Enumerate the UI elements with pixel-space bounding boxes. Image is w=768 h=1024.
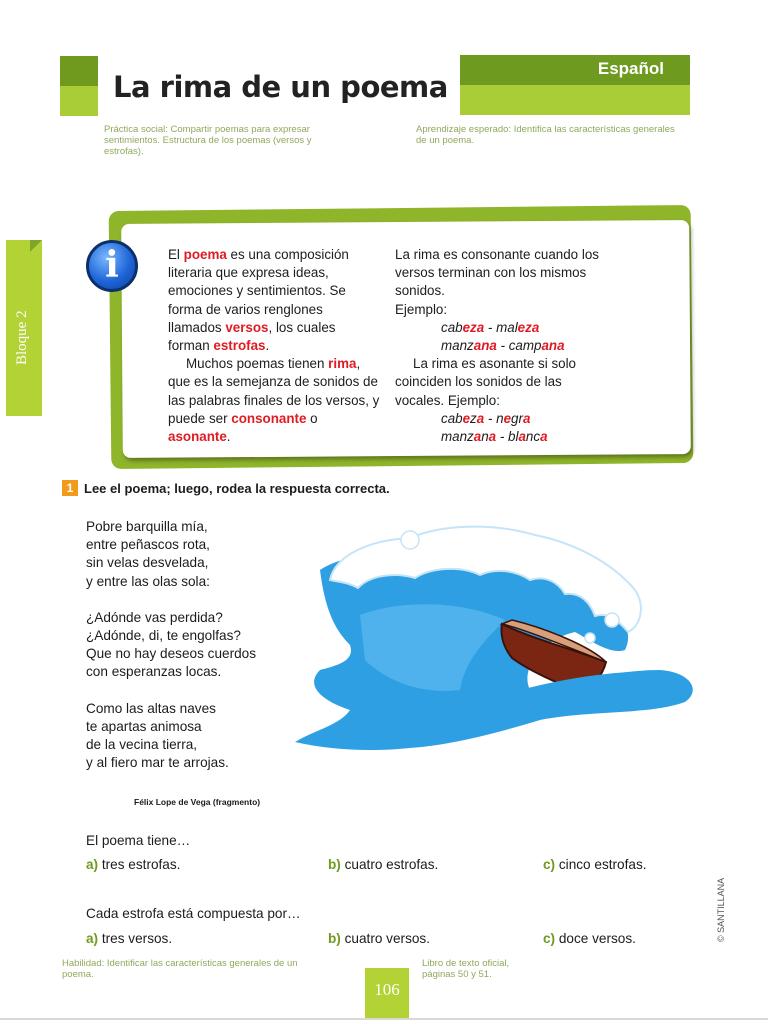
rhyme-highlight: a xyxy=(522,410,531,426)
text-run: cab xyxy=(441,319,463,335)
text-run: Muchos poemas tienen xyxy=(186,356,329,372)
text-run: - xyxy=(496,429,509,445)
rhyme-highlight: a xyxy=(488,429,497,445)
text-run: nc xyxy=(525,429,541,445)
rhyme-highlight: a xyxy=(518,429,526,445)
term-rima: rima xyxy=(328,356,357,372)
option-letter: b) xyxy=(328,857,341,872)
copyright-label: © SANTILLANA xyxy=(716,877,726,942)
asonante-definition: La rima es asonante si solo coinciden los sonidos de las vocales. Ejemplo: xyxy=(395,356,577,408)
option-letter: a) xyxy=(86,857,99,872)
poem-line: de la vecina tierra, xyxy=(86,737,198,753)
rhyme-highlight: a xyxy=(476,410,485,426)
poem xyxy=(86,518,256,790)
poem-line: te apartas animosa xyxy=(86,718,202,734)
poem-line: ¿Adónde vas perdida? xyxy=(86,609,223,625)
text-run: manz xyxy=(441,338,474,354)
text-run: z xyxy=(470,410,477,426)
rhyme-highlight: a xyxy=(540,429,548,445)
ejemplo-label: Ejemplo: xyxy=(395,301,448,317)
exercise-instruction: Lee el poema; luego, rodea la respuesta correcta. xyxy=(84,481,390,496)
example-manzana-blanca xyxy=(395,428,610,446)
subject-banner xyxy=(460,55,690,115)
rhyme-highlight: eza xyxy=(517,319,540,335)
term-estrofas: estrofas xyxy=(213,338,266,354)
text-run: El xyxy=(168,247,184,262)
option-letter: a) xyxy=(86,931,99,946)
option-letter: b) xyxy=(328,931,341,946)
text-run: , los cuales forman xyxy=(168,319,336,354)
consonante-definition: La rima es consonante cuando los versos terminan con los mismos sonidos. xyxy=(395,247,599,299)
text-run: o xyxy=(306,410,318,426)
text-run: . xyxy=(265,338,270,354)
text-run: cab xyxy=(441,410,463,426)
page-title: La rima de un poema xyxy=(113,70,448,104)
q1-option-b[interactable] xyxy=(328,857,438,872)
q2-option-b[interactable] xyxy=(328,931,430,946)
option-text: doce versos. xyxy=(558,931,636,946)
rima-definition xyxy=(168,355,380,446)
example-manzana-campana xyxy=(395,337,610,355)
text-run: - xyxy=(484,319,497,335)
exercise-number-badge: 1 xyxy=(62,480,78,496)
wave-foam-bubble xyxy=(585,633,595,643)
poem-line: Pobre barquilla mía, xyxy=(86,519,208,534)
option-letter: c) xyxy=(543,857,556,872)
wave-foam-bubble xyxy=(605,613,619,627)
page-bottom-divider xyxy=(0,1018,768,1020)
text-run: , que es la semejanza de sonidos de las palabras finales de los versos, y puede ser xyxy=(168,356,380,426)
poem-line: Como las altas naves xyxy=(86,700,216,716)
q2-option-c[interactable] xyxy=(543,931,636,946)
subject-label: Español xyxy=(597,59,664,78)
rhyme-highlight: eza xyxy=(462,319,485,335)
text-run: n xyxy=(481,429,489,445)
option-text: cuatro versos. xyxy=(344,931,430,946)
option-text: tres estrofas. xyxy=(101,857,181,872)
poem-line: y al fiero mar te arrojas. xyxy=(86,755,229,771)
poem-stanza-3 xyxy=(86,700,256,773)
option-text: tres versos. xyxy=(101,931,173,946)
bloque-tab-corner xyxy=(30,240,42,252)
text-run: es una composición literaria que expresa ideas, emociones y sentimientos. Se forma de varios renglones llamados xyxy=(168,247,349,335)
poem-stanza-1 xyxy=(86,518,256,591)
text-run: camp xyxy=(508,338,542,354)
habilidad-text: Habilidad: Identificar las características generales de un poema. xyxy=(62,958,298,980)
libro-texto-text: Libro de texto oficial, páginas 50 y 51. xyxy=(422,958,510,980)
info-column-examples xyxy=(395,246,610,446)
poem-author: Félix Lope de Vega (fragmento) xyxy=(134,797,261,807)
bloque-label: Bloque 2 xyxy=(14,310,30,365)
q1-option-a[interactable] xyxy=(86,857,180,872)
term-asonante: asonante xyxy=(168,429,227,445)
poem-line: ¿Adónde, di, te engolfas? xyxy=(86,628,241,644)
poem-line: con esperanzas locas. xyxy=(86,664,222,680)
poema-definition xyxy=(168,246,380,355)
term-poema: poema xyxy=(183,247,227,262)
info-column-definition xyxy=(168,246,380,446)
question-1: El poema tiene… xyxy=(86,833,191,848)
wave-boat-illustration xyxy=(290,520,700,760)
text-run: manz xyxy=(441,429,474,445)
text-run: n xyxy=(496,410,504,426)
text-run: - xyxy=(484,410,497,426)
rhyme-highlight: e xyxy=(462,410,471,426)
rhyme-highlight: a xyxy=(473,429,482,445)
poem-line: sin velas desvelada, xyxy=(86,555,209,571)
rhyme-highlight: ana xyxy=(473,338,497,354)
q2-option-a[interactable] xyxy=(86,931,172,946)
wave-foam-bubble xyxy=(401,531,419,549)
term-consonante: consonante xyxy=(231,410,307,426)
page-number: 106 xyxy=(365,968,409,1018)
rhyme-highlight: ana xyxy=(541,338,565,354)
poem-stanza-2 xyxy=(86,609,256,682)
info-icon: i xyxy=(86,240,138,292)
rhyme-highlight: e xyxy=(503,410,512,426)
term-versos: versos xyxy=(225,319,269,335)
title-accent-block xyxy=(60,56,98,116)
text-run: gr xyxy=(511,410,523,426)
option-letter: c) xyxy=(543,931,556,946)
text-run: bl xyxy=(508,429,519,445)
q1-option-c[interactable] xyxy=(543,857,647,872)
option-text: cinco estrofas. xyxy=(558,857,647,872)
text-run: . xyxy=(226,429,231,445)
practica-social-text: Práctica social: Compartir poemas para expresar sentimientos. Estructura de los poemas (versos y estrofas). xyxy=(104,124,312,157)
option-text: cuatro estrofas. xyxy=(344,857,439,872)
poem-line: Que no hay deseos cuerdos xyxy=(86,646,257,662)
example-cabeza-maleza xyxy=(395,319,610,337)
poem-line: y entre las olas sola: xyxy=(86,573,210,589)
text-run: - xyxy=(496,338,509,354)
text-run: mal xyxy=(496,319,518,335)
example-cabeza-negra xyxy=(395,410,610,428)
question-2: Cada estrofa está compuesta por… xyxy=(86,906,301,921)
aprendizaje-text: Aprendizaje esperado: Identifica las características generales de un poema. xyxy=(416,124,675,146)
poem-line: entre peñascos rota, xyxy=(86,537,210,553)
